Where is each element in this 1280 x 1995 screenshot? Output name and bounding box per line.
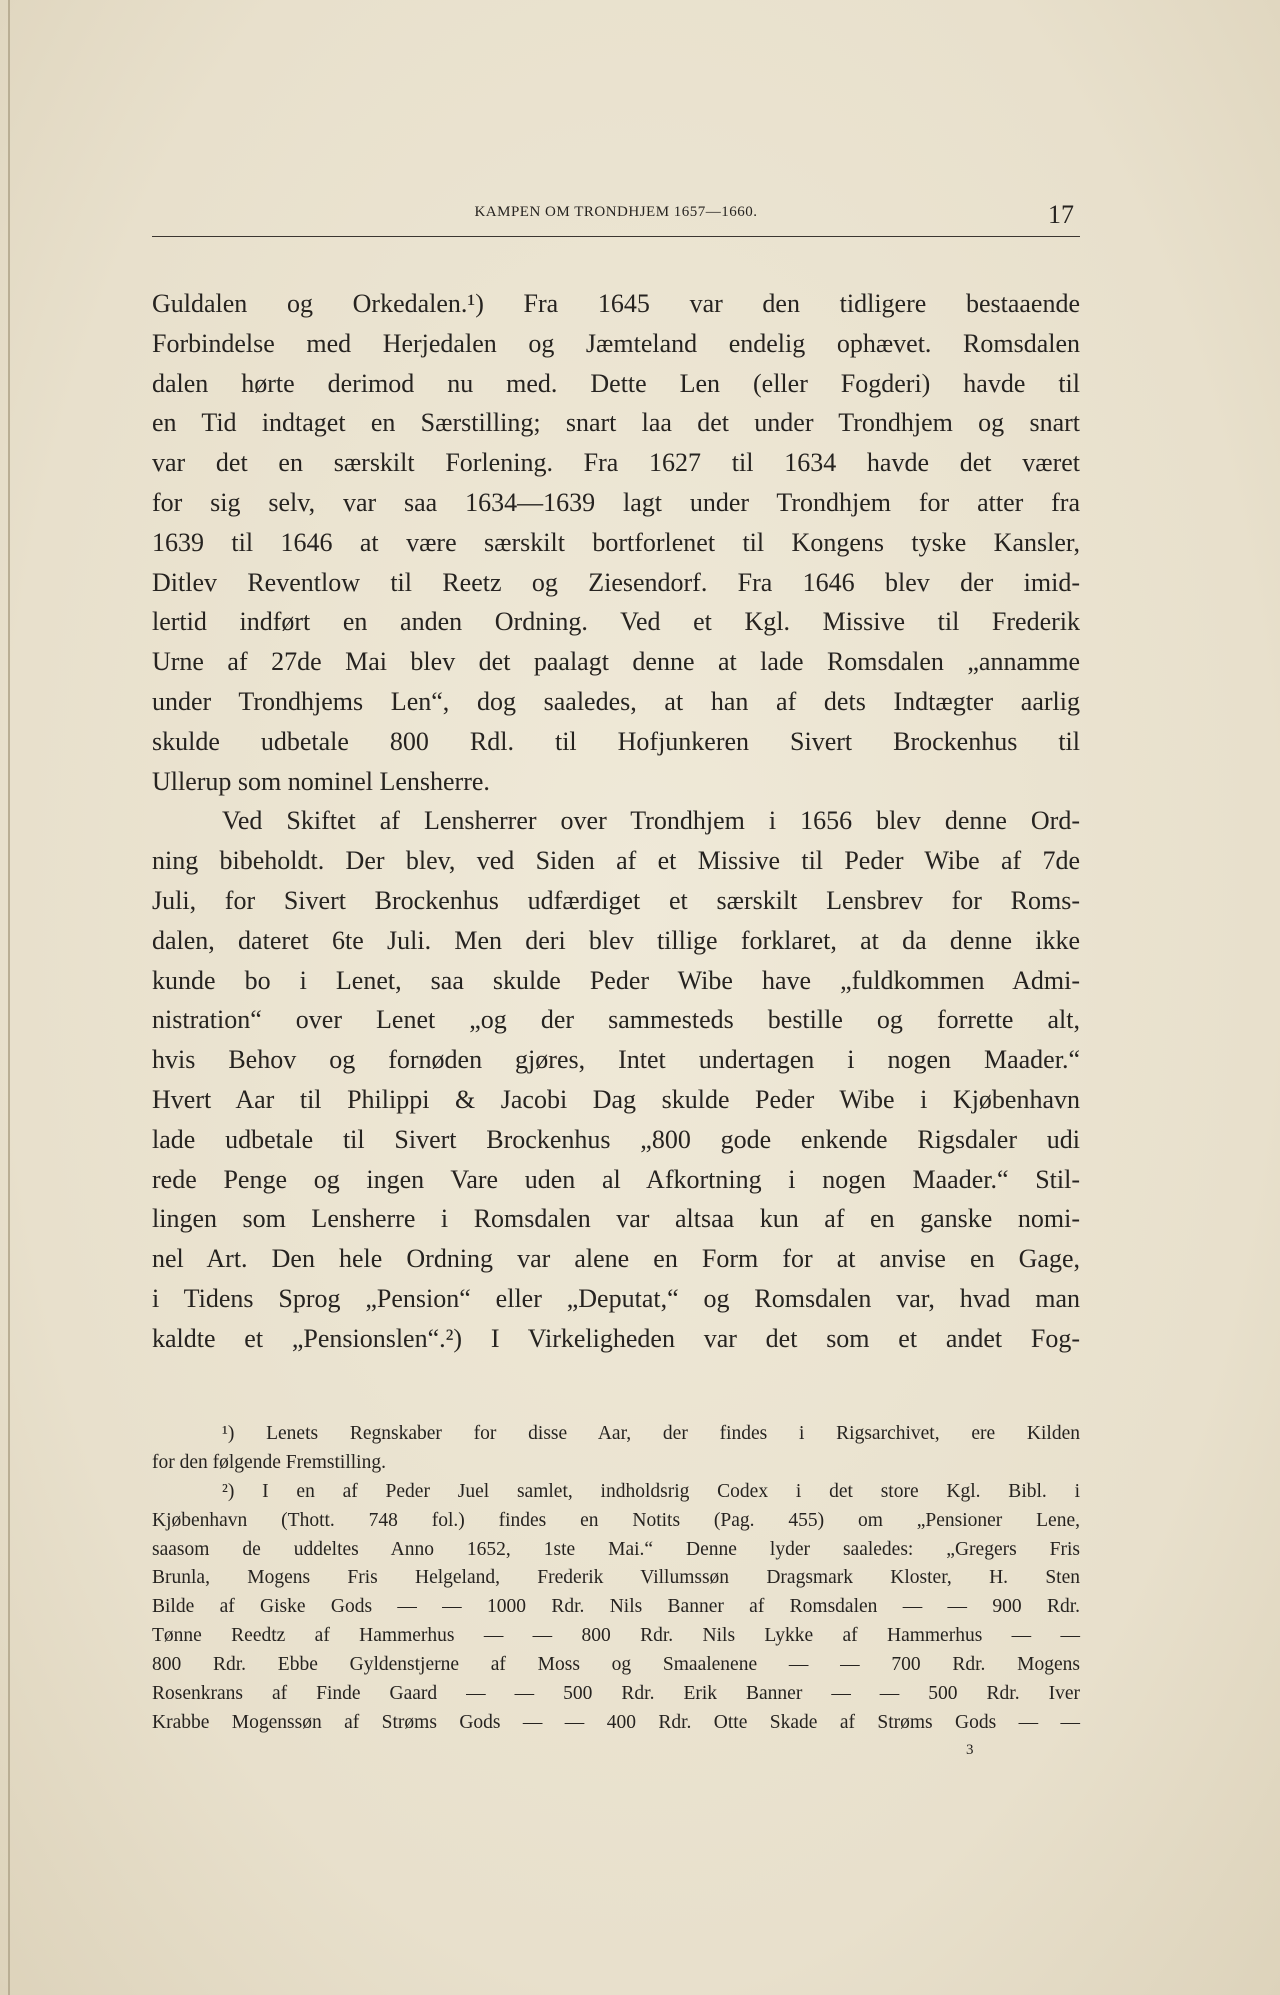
running-title: KAMPEN OM TRONDHJEM 1657—1660. [474,204,758,220]
body-line: Guldalen og Orkedalen.¹) Fra 1645 var den tidligere bestaaende [152,289,1080,318]
footnotes [152,1420,1080,1738]
body-line: skulde udbetale 800 Rdl. til Hofjunkeren Sivert Brockenhus til [152,726,1080,756]
body-line: Forbindelse med Herjedalen og Jæmteland endelig ophævet. Romsdalen [152,328,1080,358]
body-line: en Tid indtaget en Særstilling; snart laa det under Trondhjem og snart [152,408,1080,438]
footnote-line: ¹) Lenets Regnskaber for disse Aar, der findes i Rigsarchivet, ere Kilden [222,1423,1080,1444]
body-line: Ullerup som nominel Lensherre. [152,766,490,796]
page-number: 17 [1048,200,1074,229]
body-line: dalen hørte derimod nu med. Dette Len (eller Fogderi) havde til [152,368,1080,398]
body-line: nistration“ over Lenet „og der sammesteds bestille og forrette alt, [152,1005,1080,1035]
footnote-line: Brunla, Mogens Fris Helgeland, Frederik Villumssøn Dragsmark Kloster, H. Sten [152,1567,1080,1589]
body-line: lade udbetale til Sivert Brockenhus „800 gode enkende Rigsdaler udi [152,1124,1080,1154]
body-line: Juli, for Sivert Brockenhus udfærdiget et særskilt Lensbrev for Roms- [152,885,1080,915]
signature-mark: 3 [966,1742,974,1758]
body-line: dalen, dateret 6te Juli. Men deri blev tillige forklaret, at da denne ikke [152,925,1080,955]
body-line: kunde bo i Lenet, saa skulde Peder Wibe have „fuldkommen Admi- [152,965,1080,995]
body-text [152,284,1080,1359]
body-line: for sig selv, var saa 1634—1639 lagt under Trondhjem for atter fra [152,487,1080,517]
body-line: Hvert Aar til Philippi & Jacobi Dag skulde Peder Wibe i Kjøbenhavn [152,1084,1080,1114]
body-line: Urne af 27de Mai blev det paalagt denne at lade Romsdalen „annamme [152,647,1080,677]
body-line: nel Art. Den hele Ordning var alene en Form for at anvise en Gage, [152,1244,1080,1274]
footnote-line: Krabbe Mogenssøn af Strøms Gods — — 400 Rdr. Otte Skade af Strøms Gods — — [152,1711,1080,1733]
body-line: kaldte et „Pensionslen“.²) I Virkeligheden var det som et andet Fog- [152,1323,1080,1353]
body-line: lingen som Lensherre i Romsdalen var altsaa kun af en ganske nomi- [152,1204,1080,1234]
footnote-line: for den følgende Fremstilling. [152,1451,386,1473]
page-header [152,196,1080,237]
body-line: lertid indført en anden Ordning. Ved et Kgl. Missive til Frederik [152,607,1080,637]
footnote-line: saasom de uddeltes Anno 1652, 1ste Mai.“ Denne lyder saaledes: „Gregers Fris [152,1538,1080,1560]
footnote-line: Tønne Reedtz af Hammerhus — — 800 Rdr. Nils Lykke af Hammerhus — — [152,1625,1080,1647]
body-line: i Tidens Sprog „Pension“ eller „Deputat,“ og Romsdalen var, hvad man [152,1283,1080,1313]
footnote-line: Kjøbenhavn (Thott. 748 fol.) findes en Notits (Pag. 455) om „Pensioner Lene, [152,1509,1080,1531]
body-line: rede Penge og ingen Vare uden al Afkortning i nogen Maader.“ Stil- [152,1164,1080,1194]
body-line: ning bibeholdt. Der blev, ved Siden af et Missive til Peder Wibe af 7de [152,846,1080,876]
footnote-line: Bilde af Giske Gods — — 1000 Rdr. Nils Banner af Romsdalen — — 900 Rdr. [152,1596,1080,1618]
body-line: Ved Skiftet af Lensherrer over Trondhjem i 1656 blev denne Ord- [222,806,1080,836]
body-line: var det en særskilt Forlening. Fra 1627 til 1634 havde det været [152,448,1080,478]
page-edge [8,0,10,1995]
footnote-line: Rosenkrans af Finde Gaard — — 500 Rdr. Erik Banner — — 500 Rdr. Iver [152,1683,1080,1705]
footnote-line: ²) I en af Peder Juel samlet, indholdsrig Codex i det store Kgl. Bibl. i [222,1480,1080,1502]
body-line: hvis Behov og fornøden gjøres, Intet undertagen i nogen Maader.“ [152,1045,1080,1075]
body-line: Ditlev Reventlow til Reetz og Ziesendorf. Fra 1646 blev der imid- [152,567,1080,597]
body-line: 1639 til 1646 at være særskilt bortforlenet til Kongens tyske Kansler, [152,527,1080,557]
body-line: under Trondhjems Len“, dog saaledes, at han af dets Indtægter aarlig [152,686,1080,716]
footnote-line: 800 Rdr. Ebbe Gyldenstjerne af Moss og Smaalenene — — 700 Rdr. Mogens [152,1654,1080,1676]
